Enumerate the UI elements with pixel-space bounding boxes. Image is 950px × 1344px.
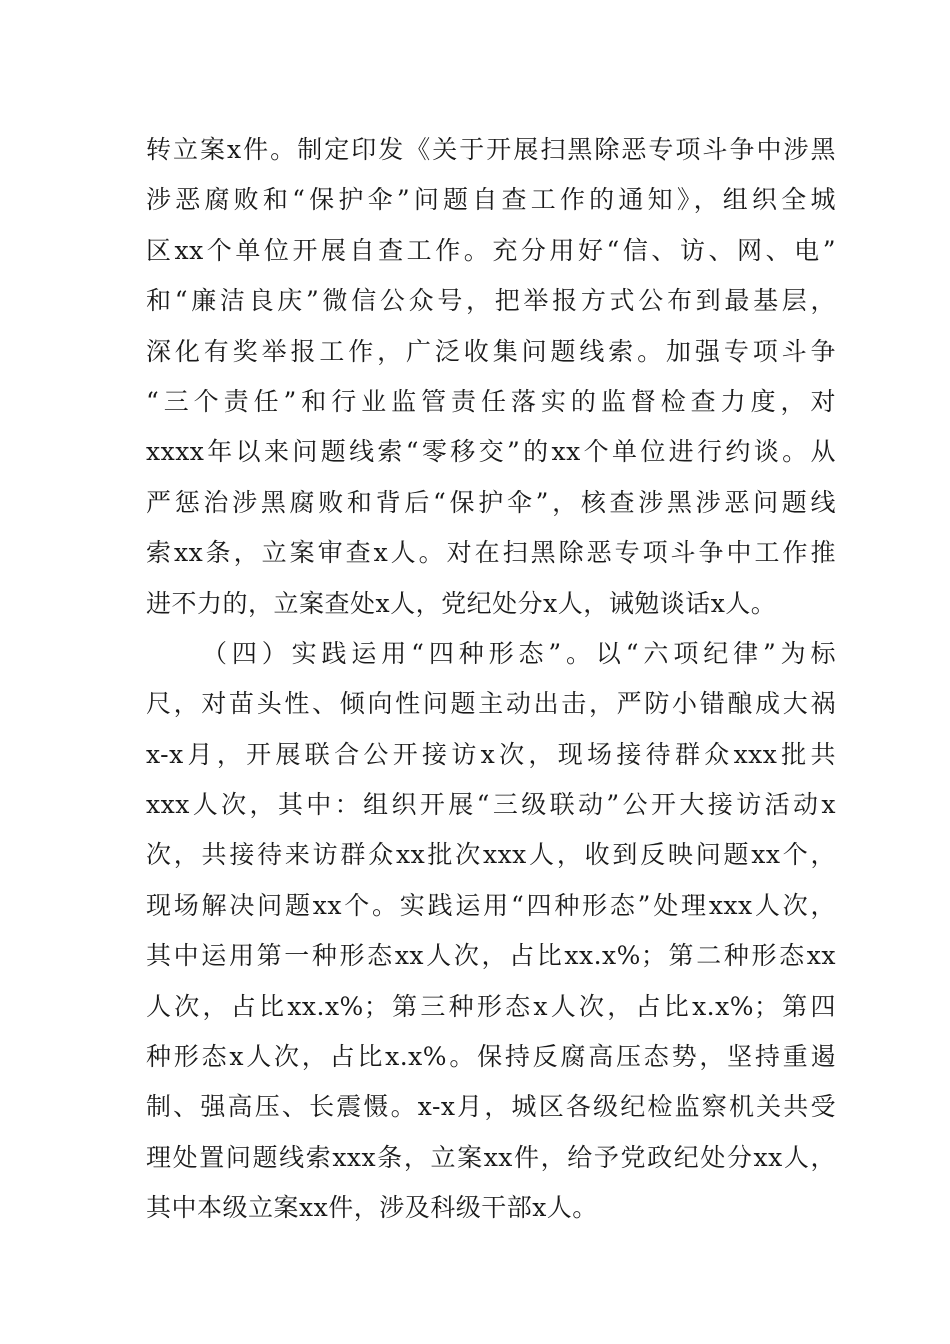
text-line-2: 涉恶腐败和“保护伞”问题自查工作的通知》，组织全城 [146,185,836,215]
text-line-10: 进不力的，立案查处x人，党纪处分x人，诫勉谈话x人。 [146,588,777,618]
text-line-22: 其中本级立案xx件，涉及科级干部x人。 [146,1193,598,1223]
text-line-6: “三个责任”和行业监管责任落实的监督检查力度，对 [146,386,836,416]
text-line-21: 理处置问题线索xxx条，立案xx件，给予党政纪处分xx人， [146,1142,836,1172]
text-line-18: 人次，占比xx.x%；第三种形态x人次，占比x.x%；第四 [146,991,836,1021]
text-line-13: x-x月，开展联合公开接访x次，现场接待群众xxx批共 [146,739,836,769]
text-line-19: 种形态x人次，占比x.x%。保持反腐高压态势，坚持重遏 [146,1042,836,1072]
text-line-7: xxxx年以来问题线索“零移交”的xx个单位进行约谈。从 [146,437,836,467]
text-line-9: 索xx条，立案审查x人。对在扫黑除恶专项斗争中工作推 [146,538,836,568]
text-line-14: xxx人次，其中：组织开展“三级联动”公开大接访活动x [146,790,836,820]
text-line-20: 制、强高压、长震慑。x-x月，城区各级纪检监察机关共受 [146,1092,836,1122]
text-line-17: 其中运用第一种形态xx人次，占比xx.x%；第二种形态xx [146,941,836,971]
text-line-16: 现场解决问题xx个。实践运用“四种形态”处理xxx人次， [146,890,836,920]
text-line-4: 和“廉洁良庆”微信公众号，把举报方式公布到最基层， [146,286,836,316]
text-line-15: 次，共接待来访群众xx批次xxx人，收到反映问题xx个， [146,840,836,870]
section-heading-line: （四）实践运用“四种形态”。以“六项纪律”为标 [202,638,836,668]
body-text [146,125,836,1234]
text-line-12: 尺，对苗头性、倾向性问题主动出击，严防小错酿成大祸 [146,689,836,719]
text-line-1: 转立案x件。制定印发《关于开展扫黑除恶专项斗争中涉黑 [146,135,836,164]
text-line-5: 深化有奖举报工作，广泛收集问题线索。加强专项斗争 [146,336,836,366]
text-line-8: 严惩治涉黑腐败和背后“保护伞”，核查涉黑涉恶问题线 [146,487,836,517]
text-line-3: 区xx个单位开展自查工作。充分用好“信、访、网、电” [146,235,836,265]
